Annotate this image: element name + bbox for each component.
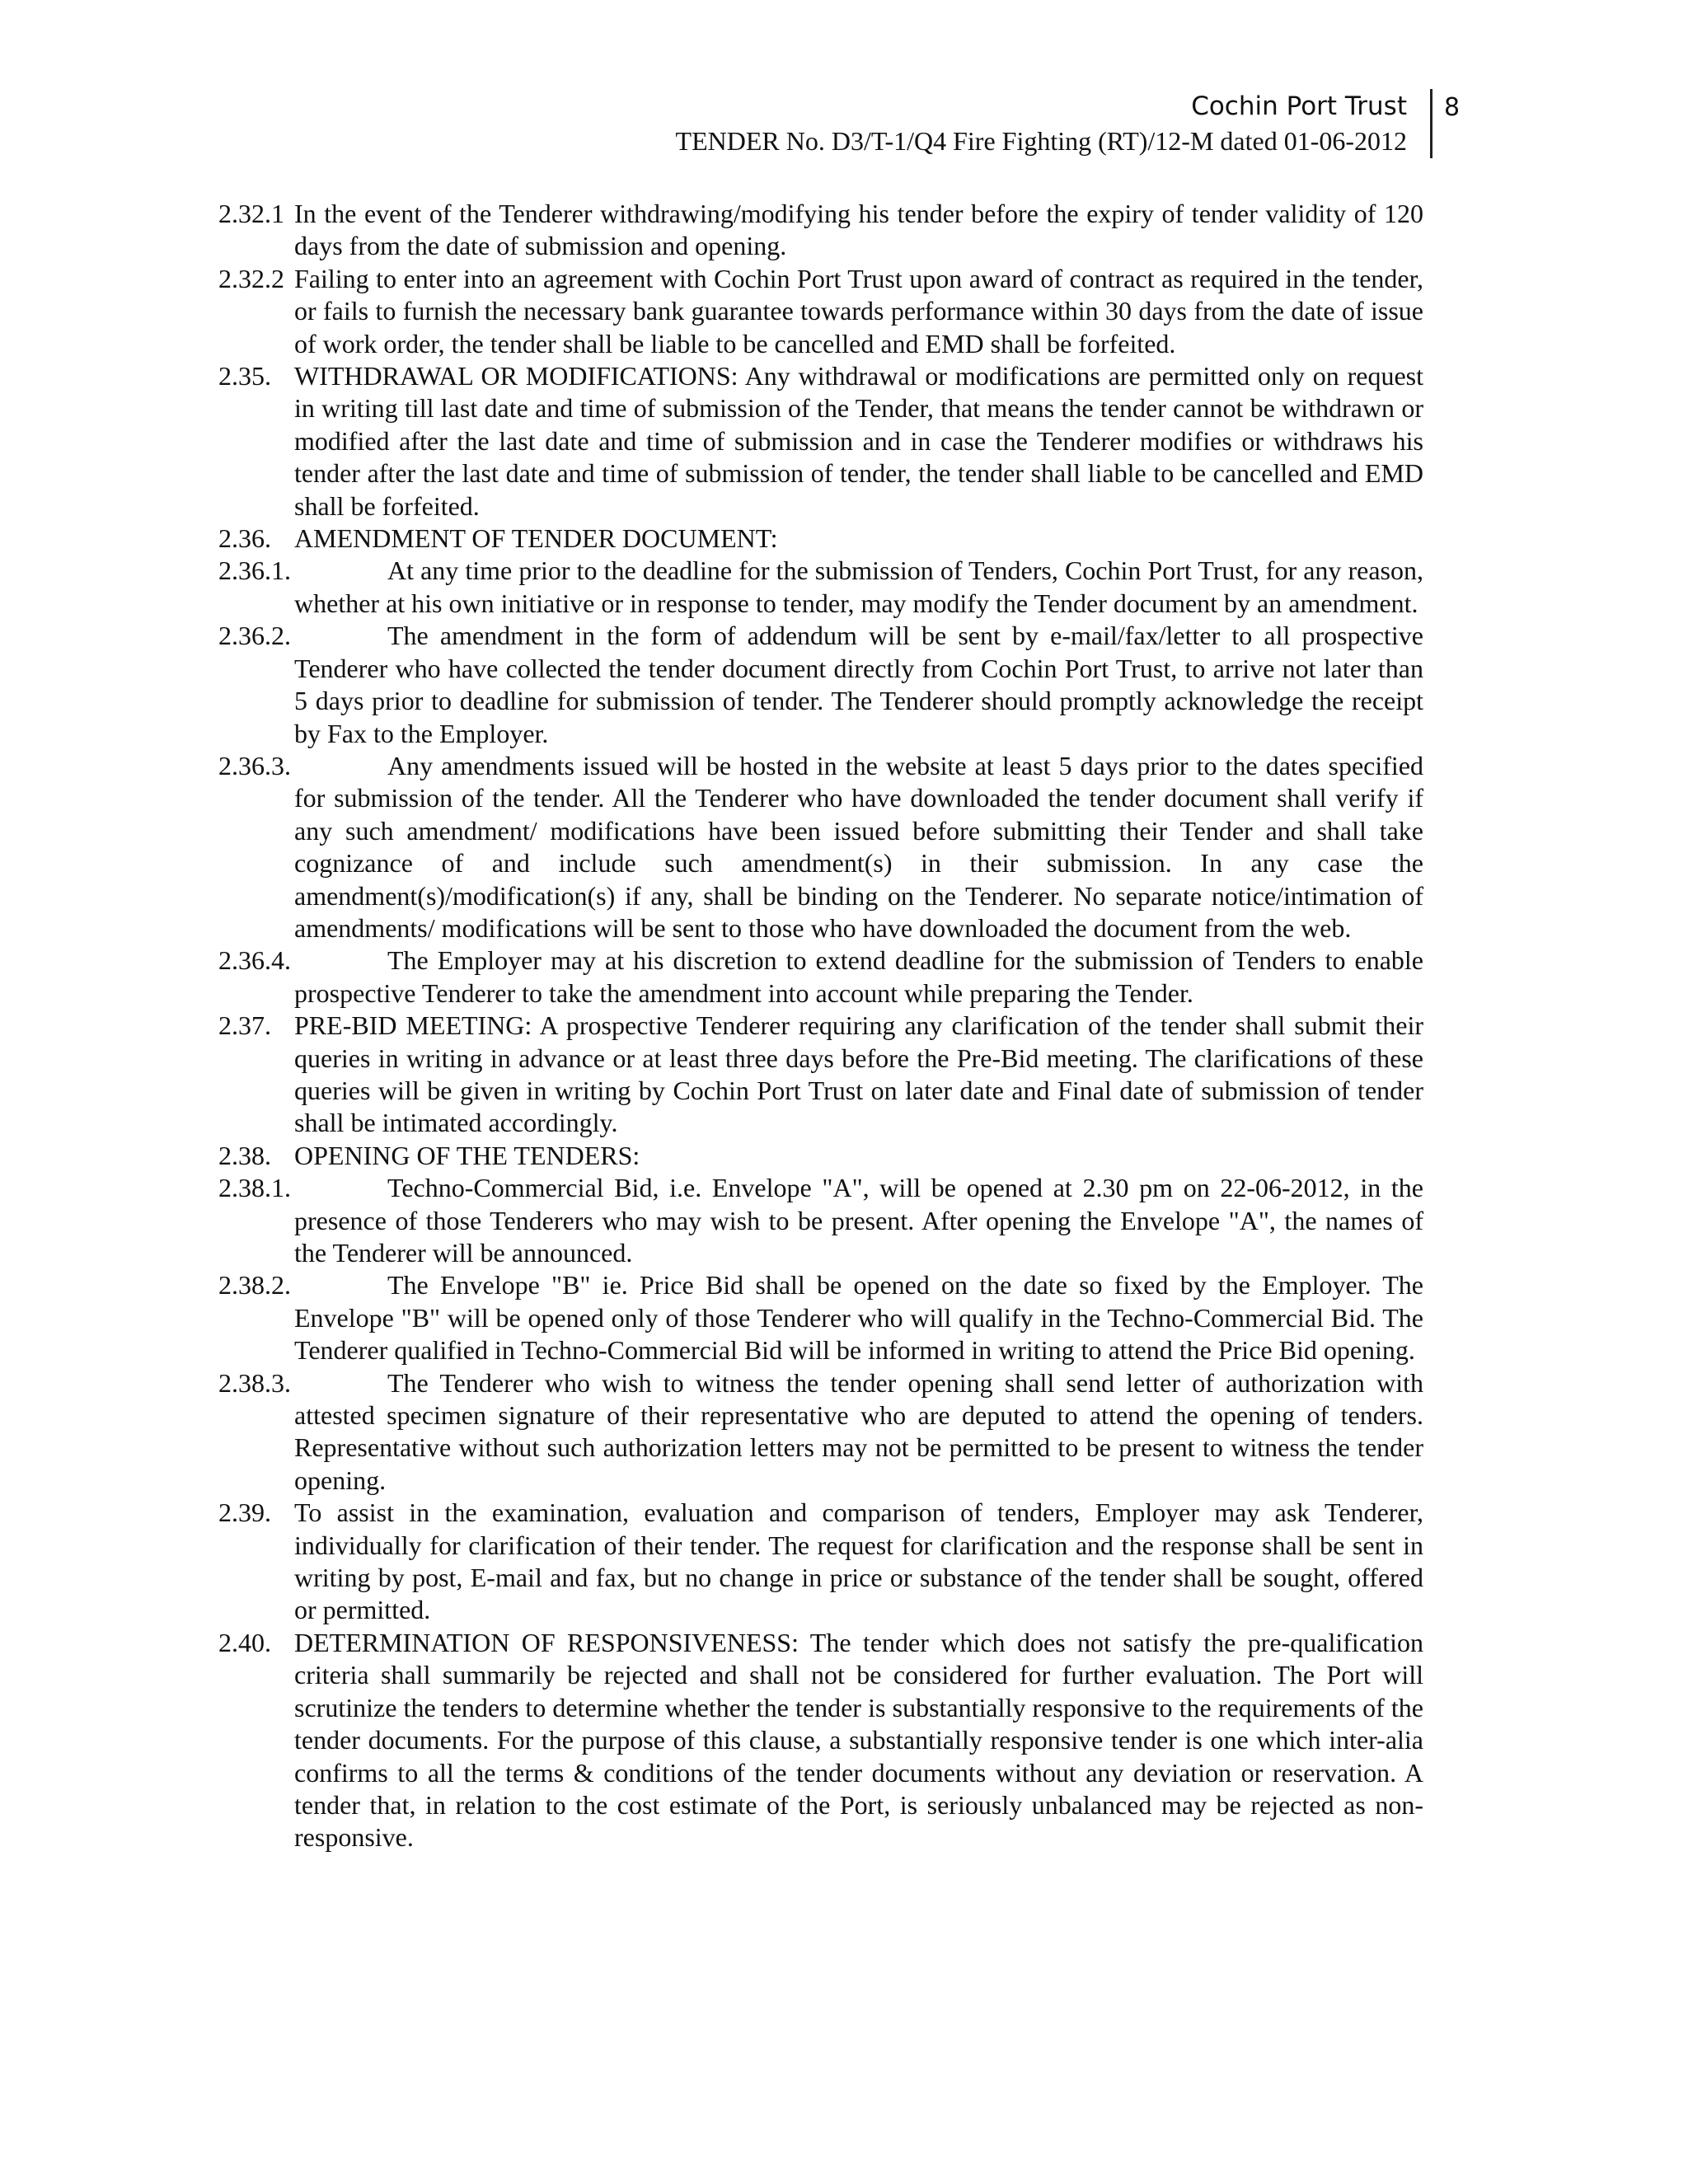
clause-2-38 xyxy=(218,1140,1423,1172)
clause-number: 2.35. xyxy=(218,361,271,391)
clause-number: 2.36.2. xyxy=(218,621,291,651)
clause-2-40 xyxy=(218,1627,1423,1854)
clause-2-38-2 xyxy=(218,1269,1423,1366)
clause-text: Failing to enter into an agreement with Cochin Port Trust upon award of contract as required in the tender, or fails to furnish the necessary bank guarantee towards performance within 30 days from the date of issue of work order, the tender shall be liable to be cancelled and EMD shall be forfeited. xyxy=(294,263,1423,359)
clause-2-36-2 xyxy=(218,620,1423,750)
clause-text: To assist in the examination, evaluation and comparison of tenders, Employer may ask Tenderer, individually for clarification of their tender. The request for clarification and the response shall be sent in writing by post, E-mail and fax, but no change in price or substance of the tender shall be sought, offered or permitted. xyxy=(294,1497,1423,1625)
clause-number: 2.38.1. xyxy=(218,1173,291,1203)
clause-text: DETERMINATION OF RESPONSIVENESS: The tender which does not satisfy the pre-qualification criteria shall summarily be rejected and shall not be considered for further evaluation. The Port will scrutinize the tenders to determine whether the tender is substantially responsive to the requirements of the tender documents. For the purpose of this clause, a substantially responsive tender is one which inter-alia confirms to all the terms & conditions of the tender documents without any deviation or reservation. A tender that, in relation to the cost estimate of the Port, is seriously unbalanced may be rejected as non-responsive. xyxy=(294,1627,1423,1853)
clause-text: At any time prior to the deadline for the submission of Tenders, Cochin Port Trust, for any reason, whether at his own initiative or in response to tender, may modify the Tender document by an amendment. xyxy=(294,555,1423,618)
clause-text: The Tenderer who wish to witness the tender opening shall send letter of authorization with attested specimen signature of their representative who are deputed to attend the opening of tenders. Representative without such authorization letters may not be permitted to be present to witness the tender opening. xyxy=(294,1367,1423,1495)
clause-2-36-1 xyxy=(218,555,1423,620)
clause-number: 2.37. xyxy=(218,1010,271,1041)
clause-list xyxy=(218,198,1423,1854)
page-header xyxy=(335,89,1432,158)
clause-2-32-1 xyxy=(218,198,1423,263)
clause-2-38-1 xyxy=(218,1172,1423,1269)
clause-text: PRE-BID MEETING: A prospective Tenderer requiring any clarification of the tender shall submit their queries in writing in advance or at least three days before the Pre-Bid meeting. The clarifications of these queries will be given in writing by Cochin Port Trust on later date and Final date of submission of tender shall be intimated accordingly. xyxy=(294,1010,1423,1138)
clause-2-38-3 xyxy=(218,1367,1423,1497)
clause-2-37 xyxy=(218,1010,1423,1140)
clause-number: 2.38.2. xyxy=(218,1270,291,1301)
clause-text: In the event of the Tenderer withdrawing/modifying his tender before the expiry of tender validity of 120 days from the date of submission and opening. xyxy=(294,199,1423,261)
clause-text: Techno-Commercial Bid, i.e. Envelope "A", will be opened at 2.30 pm on 22-06-2012, in the presence of those Tenderers who may wish to be present. After opening the Envelope "A", the names of the Tenderer will be announced. xyxy=(294,1173,1423,1268)
clause-number: 2.36.4. xyxy=(218,945,291,976)
clause-text: AMENDMENT OF TENDER DOCUMENT: xyxy=(294,523,778,554)
clause-number: 2.36.3. xyxy=(218,750,291,780)
clause-2-39 xyxy=(218,1497,1423,1627)
header-tender-ref: TENDER No. D3/T-1/Q4 Fire Fighting (RT)/12-M dated 01-06-2012 xyxy=(675,126,1407,156)
clause-text: WITHDRAWAL OR MODIFICATIONS: Any withdrawal or modifications are permitted only on request in writing till last date and time of submission of the Tender, that means the tender cannot be withdrawn or modified after the last date and time of submission and in case the Tenderer modifies or withdraws his tender after the last date and time of submission of tender, the tender shall liable to be cancelled and EMD shall be forfeited. xyxy=(294,361,1423,521)
clause-2-35 xyxy=(218,360,1423,523)
clause-2-36 xyxy=(218,523,1423,555)
clause-2-36-3 xyxy=(218,750,1423,944)
clause-number: 2.32.2 xyxy=(218,263,284,293)
clause-number: 2.36.1. xyxy=(218,555,291,586)
clause-number: 2.32.1 xyxy=(218,199,284,228)
clause-2-36-4 xyxy=(218,944,1423,1010)
clause-number: 2.38.3. xyxy=(218,1367,291,1398)
clause-number: 2.36. xyxy=(218,523,271,554)
clause-text: OPENING OF THE TENDERS: xyxy=(294,1140,640,1170)
clause-number: 2.40. xyxy=(218,1627,271,1657)
page-number: 8 xyxy=(1444,93,1461,122)
clause-number: 2.39. xyxy=(218,1497,271,1528)
clause-text: Any amendments issued will be hosted in the website at least 5 days prior to the dates specified for submission of the tender. All the Tenderer who have downloaded the tender document shall verify if any such amendment/ modifications have been issued before submitting their Tender and shall take cognizance of and include such amendment(s) in their submission. In any case the amendment(s)/modification(s) if any, shall be binding on the Tenderer. No separate notice/intimation of amendments/ modifications will be sent to those who have downloaded the document from the web. xyxy=(294,750,1423,943)
clause-text: The amendment in the form of addendum will be sent by e-mail/fax/letter to all prospective Tenderer who have collected the tender document directly from Cochin Port Trust, to arrive not later than 5 days prior to deadline for submission of tender. The Tenderer should promptly acknowledge the receipt by Fax to the Employer. xyxy=(294,621,1423,748)
clause-number: 2.38. xyxy=(218,1140,271,1170)
clause-text: The Employer may at his discretion to extend deadline for the submission of Tenders to enable prospective Tenderer to take the amendment into account while preparing the Tender. xyxy=(294,945,1423,1008)
header-org: Cochin Port Trust xyxy=(1191,91,1407,121)
clause-text: The Envelope "B" ie. Price Bid shall be opened on the date so fixed by the Employer. The Envelope "B" will be opened only of those Tenderer who will qualify in the Techno-Commercial Bid. The Tenderer qualified in Techno-Commercial Bid will be informed in writing to attend the Price Bid opening. xyxy=(294,1270,1423,1366)
clause-2-32-2 xyxy=(218,263,1423,360)
